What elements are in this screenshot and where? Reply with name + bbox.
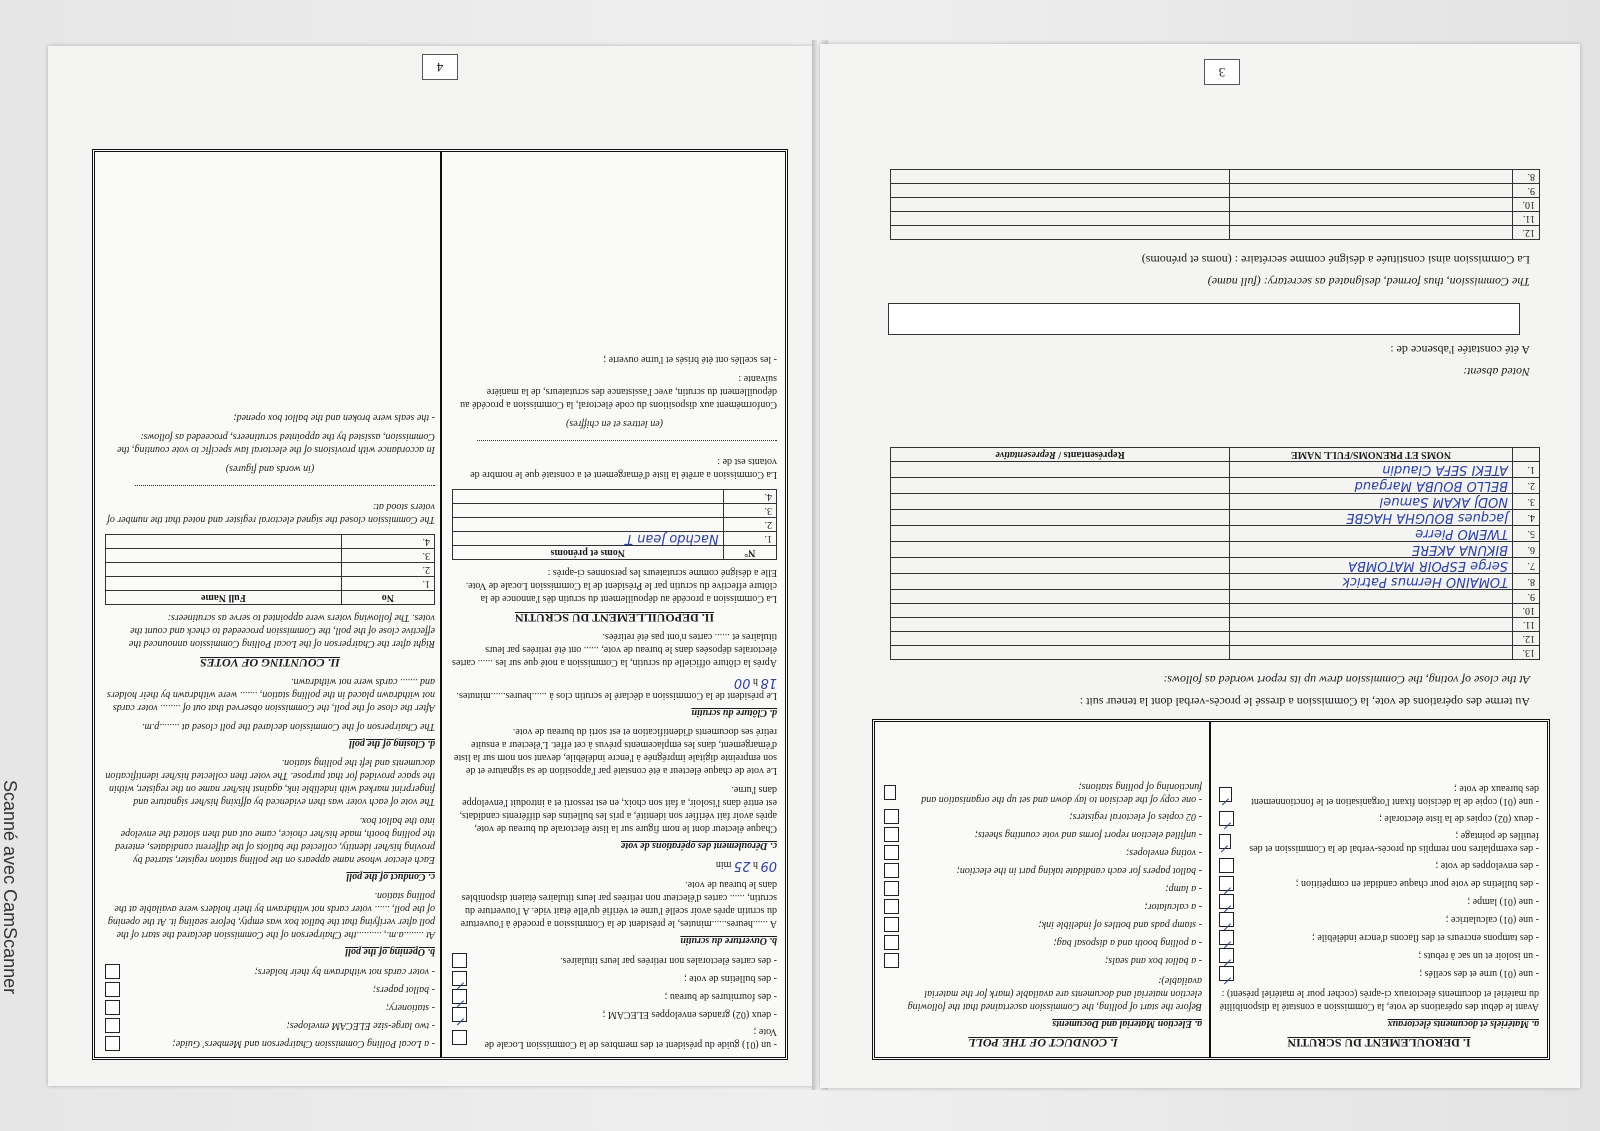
table-row <box>891 542 1540 558</box>
en-voters-text: The Commission closed the signed electoral register and noted that the number of voters stood at: <box>107 501 435 525</box>
row-number: 8. <box>1513 170 1540 184</box>
table-row <box>891 526 1540 542</box>
rep-name[interactable]: Serge ESPOIR MATOMBA <box>1230 558 1513 574</box>
rep-name[interactable] <box>1230 590 1513 604</box>
rep-name[interactable]: BIKUNA AKERE <box>1230 542 1513 558</box>
checklist-item <box>1219 858 1539 873</box>
checklist-item <box>884 881 1202 896</box>
row-number: 4. <box>723 490 776 504</box>
checkbox[interactable] <box>884 935 899 950</box>
en-scrutineers-table <box>105 534 435 605</box>
checklist-item <box>884 780 1202 806</box>
rep-name[interactable]: NODJ AKAM Samuel <box>1230 494 1513 510</box>
en-closing-heading: d. Closing of the poll <box>349 738 435 749</box>
row-number: 12. <box>1513 632 1540 646</box>
checkbox[interactable] <box>884 809 899 824</box>
col-header: No <box>341 591 434 605</box>
row-number: 3. <box>341 549 434 563</box>
row-number: 1. <box>1513 462 1540 478</box>
checkbox[interactable] <box>1219 788 1232 803</box>
row-number: 4. <box>341 535 434 549</box>
table-row <box>891 494 1540 510</box>
members-table <box>890 169 1540 240</box>
row-number: 3. <box>723 504 776 518</box>
fr-closing-text-2: Après la clôture officielle du scrutin, la Commission a noté que sur les ...... cartes électorales déposées dans le bureau de vote, ...... ont été retirées par leurs titulaires et ...... cartes n'ont pas été retirées. <box>451 631 777 668</box>
row-number: 12. <box>1513 226 1540 240</box>
item-text: - one copy of the decision to lay down and set up the organisation and functioning of polling stations; <box>921 781 1202 805</box>
rep-cell[interactable] <box>891 574 1230 590</box>
minutes-fr: Au terme des opérations de vote, la Commission a dressé le procès-verbal dont la teneur suit : <box>1079 695 1530 709</box>
fr-conduct-text-1: Chaque électeur dont le nom figure sur la liste électorale du bureau de vote, après avoir fait vérifier son identité, a pris les bulletins des différents candidats, est entré dans l'isoloir, a fait son choix, en est ressorti et a introduit l'enveloppe dans l'urne. <box>459 784 777 834</box>
absence-section <box>890 336 1530 380</box>
fr-conduct-title: I. DEROULEMENT DU SCRUTIN <box>1287 1036 1471 1050</box>
table-row <box>453 504 777 518</box>
checklist-item <box>105 1036 435 1051</box>
table-row <box>891 226 1540 240</box>
table-row <box>453 518 777 532</box>
en-counting-text-3: In accordance with provisions of the electoral law specific to vote counting, the Commission, assisted by the appointed scrutineers, proceeded as follows: <box>117 431 435 455</box>
item-text: - stationery; <box>385 1002 435 1013</box>
table-row <box>453 532 777 546</box>
checkbox[interactable] <box>1219 894 1234 909</box>
rep-header: Représentants / Representative <box>891 448 1230 462</box>
checkbox[interactable] <box>884 827 899 842</box>
col-header: Full Name <box>106 591 342 605</box>
fr-counting-title: II. DEPOUILLEMENT DU SCRUTIN <box>514 611 715 625</box>
en-conduct-title: I. CONDUCT OF THE POLL <box>968 1036 1118 1050</box>
en-counting-text: Right after the Chairperson of the Local Polling Commission announced the effective close of the poll, the Commission proceeded to check and count the votes. The following voters were appointed to serve as scrutineers: <box>128 612 435 649</box>
absence-en: Noted absent: <box>1463 365 1530 379</box>
checklist-item <box>1219 811 1539 826</box>
checkbox[interactable] <box>452 971 467 986</box>
row-number: 13. <box>1513 646 1540 660</box>
rep-name[interactable] <box>1230 618 1513 632</box>
item-text: - des tampons encreurs et des flacons d'encre indélébile ; <box>1312 932 1539 943</box>
secretary-en: The Commission, thus formed, designated as secretary: (full name) <box>1207 275 1530 289</box>
en-conduct-heading: c. Conduct of the poll <box>346 871 435 882</box>
scanner-watermark: Scanné avec CamScanner <box>0 780 20 995</box>
member-role[interactable] <box>891 226 1230 240</box>
row-number: 8. <box>1513 574 1540 590</box>
fr-voters-text: La Commission a arrêté la liste d'émargement et a constaté que le nombre de votants est de : <box>470 456 777 480</box>
col-header: N° <box>723 546 776 560</box>
item-text: - voting envelopes; <box>1125 847 1202 858</box>
member-role[interactable] <box>891 198 1230 212</box>
secretary-fr: La Commission ainsi constituée a désigné comme secrétaire : (noms et prénoms) <box>1141 253 1530 267</box>
row-number: 1. <box>341 577 434 591</box>
rep-header-en: Representative <box>995 449 1056 460</box>
en-material-intro: Before the start of polling, the Commission ascertained that the following election material and documents are available (mark for the material available): <box>907 975 1202 1012</box>
secretary-section <box>890 246 1530 290</box>
checkbox[interactable] <box>452 989 467 1004</box>
item-text: - stamp pads and bottles of indelible ink; <box>1038 919 1202 930</box>
checklist-item <box>452 989 777 1004</box>
item-text: - 02 copies of electoral registers; <box>1069 811 1202 822</box>
item-text: - voter cards not withdrawn by their holders; <box>254 966 435 977</box>
row-number: 9. <box>1513 590 1540 604</box>
en-material-heading: a. Election Material and Documents <box>1052 1018 1202 1029</box>
item-text: - un (01) guide du président et des membres de la Commission Locale de Vote ; <box>484 1026 777 1050</box>
checklist-item <box>452 1025 777 1051</box>
row-number: 5. <box>1513 526 1540 542</box>
table-row <box>891 646 1540 660</box>
checklist-item <box>884 845 1202 860</box>
checklist-item <box>884 953 1202 968</box>
rep-cell[interactable] <box>891 494 1230 510</box>
fr-scrutineers-table <box>452 489 777 560</box>
table-row <box>891 604 1540 618</box>
table-row <box>453 490 777 504</box>
rep-name[interactable] <box>1230 646 1513 660</box>
checkbox[interactable] <box>884 845 899 860</box>
rep-name[interactable]: TOMAINO Hermus Patrick <box>1230 574 1513 590</box>
name-header: NOMS ET PRENOMS/FULL NAME <box>1230 448 1513 462</box>
table-row <box>891 478 1540 494</box>
blank-header <box>1513 448 1540 462</box>
item-text: - a ballot box and seals; <box>1105 955 1202 966</box>
rep-name[interactable]: Jacques BOUGHA HAGBE <box>1230 510 1513 526</box>
checkbox[interactable] <box>452 1031 467 1046</box>
checklist-item <box>105 964 435 979</box>
minutes-en: At the close of voting, the Commission drew up its report worded as follows: <box>1163 673 1530 687</box>
table-row <box>891 184 1540 198</box>
checkbox[interactable] <box>105 982 120 997</box>
checkbox[interactable] <box>1219 858 1234 873</box>
checklist-item <box>105 1000 435 1015</box>
checklist-item <box>105 1018 435 1033</box>
en-voters-field[interactable] <box>105 481 435 494</box>
en-voters-hint: (in words and figures) <box>225 463 315 474</box>
checklist-item <box>1219 894 1539 909</box>
scrutineer-name[interactable] <box>106 577 342 591</box>
table-row <box>891 558 1540 574</box>
member-role[interactable] <box>891 184 1230 198</box>
scrutineer-name[interactable]: Nachdo Jean T <box>453 532 724 546</box>
en-closing-text-1: The Chairperson of the Commission declared the poll closed at ........p.m. <box>142 721 435 732</box>
left-form-box <box>92 149 788 1060</box>
member-role[interactable] <box>891 170 1230 184</box>
row-number: 10. <box>1513 604 1540 618</box>
fr-voters-hint: (en lettres et en chiffres) <box>566 418 664 429</box>
fr-column <box>452 347 777 1051</box>
row-number: 10. <box>1513 198 1540 212</box>
item-text: - a polling booth and a disposal bag; <box>1053 937 1202 948</box>
item-text: - a Local Polling Commission Chairperson and Members' Guide; <box>172 1038 435 1049</box>
members-section <box>890 169 1540 240</box>
member-name[interactable] <box>1230 170 1513 184</box>
member-name[interactable] <box>1230 184 1513 198</box>
table-row <box>891 212 1540 226</box>
en-opening-heading: b. Opening of the poll <box>345 946 435 957</box>
checklist-item <box>884 863 1202 878</box>
checklist-item <box>884 935 1202 950</box>
checklist-item <box>452 1007 777 1022</box>
en-column <box>105 405 435 1051</box>
representatives-section <box>890 447 1540 660</box>
en-material-column <box>884 777 1202 1053</box>
table-row <box>891 198 1540 212</box>
item-text: - des cartes électorales non retirées par leurs titulaires. <box>560 955 777 966</box>
table-row <box>891 632 1540 646</box>
table-row <box>891 462 1540 478</box>
row-number: 11. <box>1513 212 1540 226</box>
rep-cell[interactable] <box>891 462 1230 478</box>
item-text: - une (01) calculatrice ; <box>1445 914 1539 925</box>
rep-cell[interactable] <box>891 558 1230 574</box>
fr-opening-time: 09 h 25 min <box>715 858 777 873</box>
rep-name[interactable]: ATEKI SEFA Claudin <box>1230 462 1513 478</box>
checkbox[interactable] <box>1219 835 1232 850</box>
item-text: - des fournitures de bureau ; <box>664 991 777 1002</box>
representatives-table <box>890 447 1540 660</box>
table-row <box>891 510 1540 526</box>
table-row <box>106 577 435 591</box>
member-name[interactable] <box>1230 226 1513 240</box>
rep-cell[interactable] <box>891 646 1230 660</box>
item-text: - un isoloir et un sac à rebuts ; <box>1418 950 1539 961</box>
fr-material-column <box>1219 779 1539 1053</box>
checklist-item <box>1219 829 1539 855</box>
en-counting-text-4: - the seals were broken and the ballot box opened; <box>233 412 435 423</box>
checklist-item <box>452 971 777 986</box>
checkbox[interactable] <box>1219 966 1234 981</box>
rep-name[interactable] <box>1230 604 1513 618</box>
table-row <box>891 590 1540 604</box>
item-text: - ballot papers; <box>372 984 435 995</box>
rep-cell[interactable] <box>891 632 1230 646</box>
table-row <box>106 563 435 577</box>
fr-counting-text: La Commission a procédé au dépouillement du scrutin dès l'annonce de la clôture effective du scrutin par le Président de la Commission Locale de Vote. Elle a désigné comme scrutateurs les personnes ci-après : <box>465 567 777 604</box>
rep-header-fr: Représentants <box>1063 449 1125 460</box>
en-opening-text: At ........a.m., ..........the Chairperson of the Commission declared the start of the poll after verifying that the ballot box was empty, before sealing it. At the opening of the poll, ...... voter cards not withdrawn by their holders were available at the polling station. <box>107 890 435 940</box>
en-conduct-text-1: Each elector whose name appears on the polling station register, started by proving his/her identity, collected the ballots of the different candidates, entered the polling booth, made his/her choice, came out and then slotted the envelope into the ballot box. <box>115 815 435 865</box>
checkbox[interactable] <box>452 953 467 968</box>
rep-cell[interactable] <box>891 542 1230 558</box>
scrutineer-name[interactable] <box>106 563 342 577</box>
item-text: - unfilled election report forms and vote counting sheets; <box>974 829 1202 840</box>
fr-closing-heading: d. Clôture du scrutin <box>691 707 777 718</box>
checklist-item <box>884 809 1202 824</box>
absence-fr: A été constatée l'absence de : <box>1390 343 1530 357</box>
item-text: - des enveloppes de vote ; <box>1435 860 1539 871</box>
fr-material-intro: Avant le début des opérations de vote, la Commission a constaté la disponibilité du matériel et documents électoraux ci-après (cocher pour le matériel présent) : <box>1219 988 1539 1012</box>
fr-items-cont <box>452 953 777 1051</box>
checklist-item <box>884 827 1202 842</box>
page-number-right: 3 <box>1204 59 1240 85</box>
item-text: - des exemplaires non remplis du procès-verbal de la Commission et des feuilles de pointage ; <box>1249 830 1539 854</box>
page-number-left: 4 <box>422 54 458 80</box>
row-number: 11. <box>1513 618 1540 632</box>
en-items-cont <box>105 964 435 1051</box>
item-text: - ballot papers for each candidate taking part in the election; <box>956 865 1202 876</box>
fr-material-heading: a. Matériels et documents électoraux <box>1387 1018 1539 1029</box>
rep-name[interactable]: TWEMO Pierre <box>1230 526 1513 542</box>
checkbox[interactable] <box>884 863 899 878</box>
row-number: 2. <box>723 518 776 532</box>
checkbox[interactable] <box>884 899 899 914</box>
row-number: 6. <box>1513 542 1540 558</box>
right-page-content <box>870 50 1550 1060</box>
item-text: - deux (02) copies de la liste électorale ; <box>1379 813 1539 824</box>
left-page-content <box>88 50 788 1060</box>
en-counting-title: II. COUNTING OF VOTES <box>200 656 340 670</box>
rep-cell[interactable] <box>891 510 1230 526</box>
checklist-item <box>1219 782 1539 808</box>
en-conduct-text-2: The vote of each voter was then evidenced by affixing his/her signature and fingerprint marked with indelible ink, against his/her name on the register, within the space provided for that purpose. The voter then collected his/her identification documents and left the polling station. <box>105 757 435 807</box>
rep-cell[interactable] <box>891 590 1230 604</box>
checkbox[interactable] <box>452 1007 467 1022</box>
rep-cell[interactable] <box>891 604 1230 618</box>
row-number: 3. <box>1513 494 1540 510</box>
row-number: 2. <box>1513 478 1540 494</box>
rep-name[interactable] <box>1230 632 1513 646</box>
column-divider <box>440 152 442 1057</box>
checklist-item <box>1219 912 1539 927</box>
fr-voters-field[interactable] <box>452 436 777 449</box>
table-row <box>891 170 1540 184</box>
row-number: 9. <box>1513 184 1540 198</box>
row-number: 7. <box>1513 558 1540 574</box>
checkbox[interactable] <box>1219 930 1234 945</box>
checkbox[interactable] <box>884 786 896 801</box>
fr-counting-text-3: Conformément aux dispositions du code électoral, la Commission a procédé au dépouillement du scrutin, avec l'assistance des scrutateurs, de la manière suivante : <box>460 373 777 410</box>
item-text: - une (01) lampe ; <box>1467 896 1539 907</box>
item-text: - une (01) urne et des scellés ; <box>1419 968 1539 979</box>
checkbox[interactable] <box>105 1018 120 1033</box>
minutes-intro <box>890 666 1530 710</box>
scrutineer-name[interactable] <box>453 504 724 518</box>
fr-counting-text-4: - les scellés ont été brisés et l'urne ouverte ; <box>603 354 777 365</box>
scrutineer-name[interactable] <box>106 549 342 563</box>
table-row <box>106 535 435 549</box>
item-text: - two large-size ELECAM envelopes; <box>286 1020 435 1031</box>
rep-name[interactable]: BELLO BOUBA Margaud <box>1230 478 1513 494</box>
item-text: - a lamp; <box>1165 883 1202 894</box>
col-header: Noms et prénoms <box>453 546 724 560</box>
column-divider <box>1209 722 1211 1057</box>
item-text: - une (01) copie de la décision fixant l'organisation et le fonctionnement des bureaux de vote ; <box>1251 783 1539 807</box>
checkbox[interactable] <box>105 1000 120 1015</box>
checkbox[interactable] <box>1219 811 1234 826</box>
checklist-item <box>1219 930 1539 945</box>
member-name[interactable] <box>1230 198 1513 212</box>
scrutineer-name[interactable] <box>106 535 342 549</box>
checkbox[interactable] <box>884 917 899 932</box>
row-number: 2. <box>341 563 434 577</box>
rep-cell[interactable] <box>891 478 1230 494</box>
member-role[interactable] <box>891 212 1230 226</box>
table-header <box>891 448 1540 462</box>
checkbox[interactable] <box>884 881 899 896</box>
checklist-item <box>884 917 1202 932</box>
checklist-item <box>884 899 1202 914</box>
material-box <box>872 719 1550 1060</box>
en-closing-text-2: After the close of the poll, the Commission observed that out of ........ voter cards not withdrawn placed in the polling station, ....... were withdrawn by their holders and ....... cards were not withdrawn. <box>107 676 435 713</box>
item-text: - des bulletins de vote ; <box>683 973 777 984</box>
checklist-item <box>1219 966 1539 981</box>
table-row <box>891 574 1540 590</box>
checklist-item <box>1219 948 1539 963</box>
checklist-item <box>1219 876 1539 891</box>
fr-conduct-heading: c. Déroulement des opérations de vote <box>620 840 777 851</box>
item-text: - a calculator; <box>1144 901 1202 912</box>
row-number: 4. <box>1513 510 1540 526</box>
fr-conduct-text-2: Le vote de chaque électeur a été constaté par l'apposition de sa signature et de son empreinte digitale imprégnée à l'encre indélébile, devant son nom sur la liste d'émargement, dans les emplacements prévus à cet effet. L'électeur a ensuite retiré ses documents d'identification et est sorti du bureau de vote. <box>453 726 777 776</box>
fr-closing-text-1: Le président de la Commission a déclaré le scrutin clos à ......heures......minutes. 18 h 00 <box>456 675 777 701</box>
checklist-item <box>105 982 435 997</box>
fr-opening-heading: b. Ouverture du scrutin <box>680 935 777 946</box>
checkbox[interactable] <box>105 964 120 979</box>
absence-field[interactable] <box>888 303 1520 335</box>
rep-cell[interactable] <box>891 618 1230 632</box>
member-name[interactable] <box>1230 212 1513 226</box>
checkbox[interactable] <box>105 1036 120 1051</box>
item-text: - des bulletins de vote pour chaque candidat en compétition ; <box>1295 878 1539 889</box>
checkbox[interactable] <box>1219 948 1234 963</box>
table-row <box>891 618 1540 632</box>
checkbox[interactable] <box>1219 876 1234 891</box>
fr-opening-text: A ......heures......minutes, le président de la Commission a procédé à l'ouverture du scrutin après avoir scellé l'urne et vérifié qu'elle était vide. A l'ouverture du scrutin, ...... cartes d'électeur non retirées par leurs titulaires étaient disponibles dans le bureau de vote. <box>460 879 777 929</box>
scrutineer-name[interactable] <box>453 490 724 504</box>
checkbox[interactable] <box>1219 912 1234 927</box>
checklist-item <box>452 953 777 968</box>
scrutineer-name[interactable] <box>453 518 724 532</box>
rep-cell[interactable] <box>891 526 1230 542</box>
row-number: 1. <box>723 532 776 546</box>
checkbox[interactable] <box>884 953 899 968</box>
table-row <box>106 549 435 563</box>
item-text: - deux (02) grandes enveloppes ELECAM ; <box>602 1009 777 1020</box>
